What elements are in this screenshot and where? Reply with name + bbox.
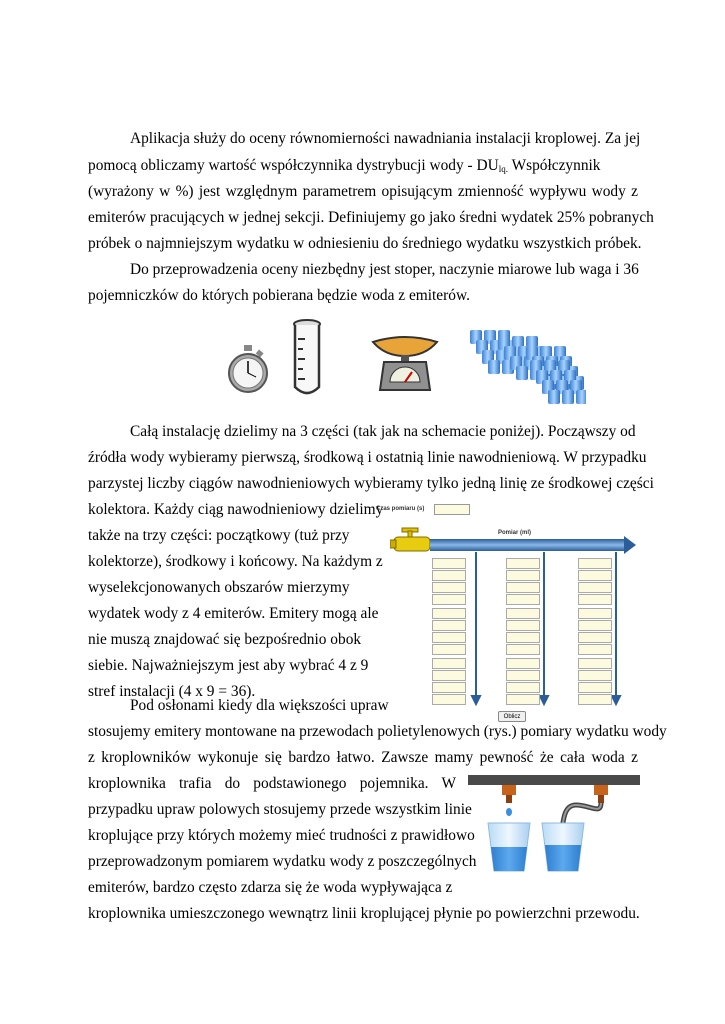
p4-line-9: kroplownika umieszczonego wewnątrz linii kroplującej płynie po powierzchni przewodu. [88, 905, 640, 922]
cell-input[interactable] [506, 632, 540, 643]
cell-input[interactable] [578, 608, 612, 619]
p3-line-2: źródła wody wybieramy pierwszą, środkową i ostatnią linie nawodnieniową. W przypadku [88, 449, 647, 466]
p1-line-3: (wyrażony w %) jest względnym parametrem opisującym zmienność wypływu wody z [88, 183, 638, 200]
p3-line-10: siebie. Najważniejszym jest aby wybrać 4 z 9 [88, 657, 369, 674]
cell-input[interactable] [578, 582, 612, 593]
cell-input[interactable] [432, 620, 466, 631]
cell-input[interactable] [432, 582, 466, 593]
p3-line-5: także na trzy części: początkowy (tuż przy [88, 527, 350, 544]
cell-input[interactable] [506, 594, 540, 605]
measurement-grid [370, 500, 640, 725]
cell-input[interactable] [506, 570, 540, 581]
cell-input[interactable] [578, 632, 612, 643]
cell-input[interactable] [578, 644, 612, 655]
p4-line-7: przeprowadzonym pomiarem wydatku wody z poszczególnych [88, 853, 477, 870]
p4-line-2: stosujemy emitery montowane na przewodach polietylenowych (rys.) pomiary wydatku wody [88, 723, 667, 740]
cell-input[interactable] [506, 658, 540, 669]
calculate-button[interactable]: Oblicz [498, 711, 526, 722]
cell-input[interactable] [506, 558, 540, 569]
cell-input[interactable] [578, 694, 612, 705]
p3-line-11: stref instalacji (4 x 9 = 36). [88, 683, 256, 700]
cell-input[interactable] [578, 570, 612, 581]
p3-line-9: nie muszą znajdować się bezpośrednio obok [88, 631, 362, 648]
p3-line-3: parzystej liczby ciągów nawodnieniowych wybieramy tylko jedną linię ze środkowej części [88, 475, 654, 492]
cell-input[interactable] [506, 670, 540, 681]
cell-input[interactable] [506, 694, 540, 705]
p4-line-5: przypadku upraw polowych stosujemy przede wszystkim linie [88, 801, 472, 818]
p4-line-3: z kroplowników wykonuje się bardzo łatwo. Zawsze mamy pewność że cała woda z [88, 749, 638, 766]
p1-line-1: Aplikacja służy do oceny równomierności nawadniania instalacji kroplowej. Za jej [130, 130, 641, 147]
cell-input[interactable] [578, 670, 612, 681]
time-label: Czas pomiaru (s) [376, 506, 425, 512]
cell-input[interactable] [432, 594, 466, 605]
cell-input[interactable] [432, 670, 466, 681]
p1-subscript: lq. [498, 164, 509, 174]
cell-input[interactable] [432, 694, 466, 705]
scale-icon [370, 334, 440, 392]
cell-input[interactable] [578, 620, 612, 631]
cell-input[interactable] [432, 608, 466, 619]
p2-line-2: pojemniczków do których pobierana będzie woda z emiterów. [88, 287, 470, 304]
p4-line-1: Pod osłonami kiedy dla większości upraw [130, 697, 389, 714]
p3-line-6: kolektorze), środkowy i końcowy. Na każdym z [88, 553, 383, 570]
p4-line-8: emiterów, bardzo często zdarza się że woda wypływająca z [88, 879, 453, 896]
measure-label: Pomiar (ml) [498, 530, 532, 536]
cell-input[interactable] [432, 658, 466, 669]
cell-input[interactable] [506, 682, 540, 693]
cell-input[interactable] [578, 558, 612, 569]
p3-line-7: wyselekcjonowanych obszarów mierzymy [88, 579, 350, 596]
measuring-cylinder-icon [290, 319, 324, 399]
emitters-icon [468, 775, 640, 875]
cell-input[interactable] [506, 644, 540, 655]
cell-input[interactable] [506, 608, 540, 619]
p2-line-1: Do przeprowadzenia oceny niezbędny jest stoper, naczynie miarowe lub waga i 36 [130, 261, 639, 278]
cell-input[interactable] [432, 570, 466, 581]
p3-line-4: kolektora. Każdy ciąg nawodnieniowy dzielimy [88, 501, 384, 518]
p3-line-1: Całą instalację dzielimy na 3 części (tak jak na schemacie poniżej). Począwszy od [130, 423, 636, 440]
cell-input[interactable] [506, 620, 540, 631]
cell-input[interactable] [432, 682, 466, 693]
cell-input[interactable] [432, 644, 466, 655]
p1-line-2-main: pomocą obliczamy wartość współczynnika dystrybucji wody - $DU_{lq.}$ Współczynnik [88, 157, 601, 174]
irrigation-diagram [370, 500, 640, 725]
containers-icon [466, 328, 586, 406]
cell-input[interactable] [506, 582, 540, 593]
p1-line-4: emiterów pracujących w jednej sekcji. Definiujemy go jako średni wydatek 25% pobranych [88, 209, 654, 226]
p4-line-4: kroplownika trafia do podstawionego pojemnika. W [88, 775, 456, 792]
p3-line-8: wydatek wody z 4 emiterów. Emitery mogą ale [88, 605, 379, 622]
stopwatch-icon [226, 344, 270, 394]
p1-line-5: próbek o najmniejszym wydatku w odniesieniu do średniego wydatku wszystkich próbek. [88, 235, 642, 252]
cell-input[interactable] [432, 632, 466, 643]
p4-line-6: kroplujące przy których możemy mieć trudności z prawidłowo [88, 827, 475, 844]
cell-input[interactable] [578, 682, 612, 693]
p1-line-2 [88, 157, 638, 178]
cell-input[interactable] [578, 594, 612, 605]
cell-input[interactable] [432, 558, 466, 569]
cell-input[interactable] [578, 658, 612, 669]
